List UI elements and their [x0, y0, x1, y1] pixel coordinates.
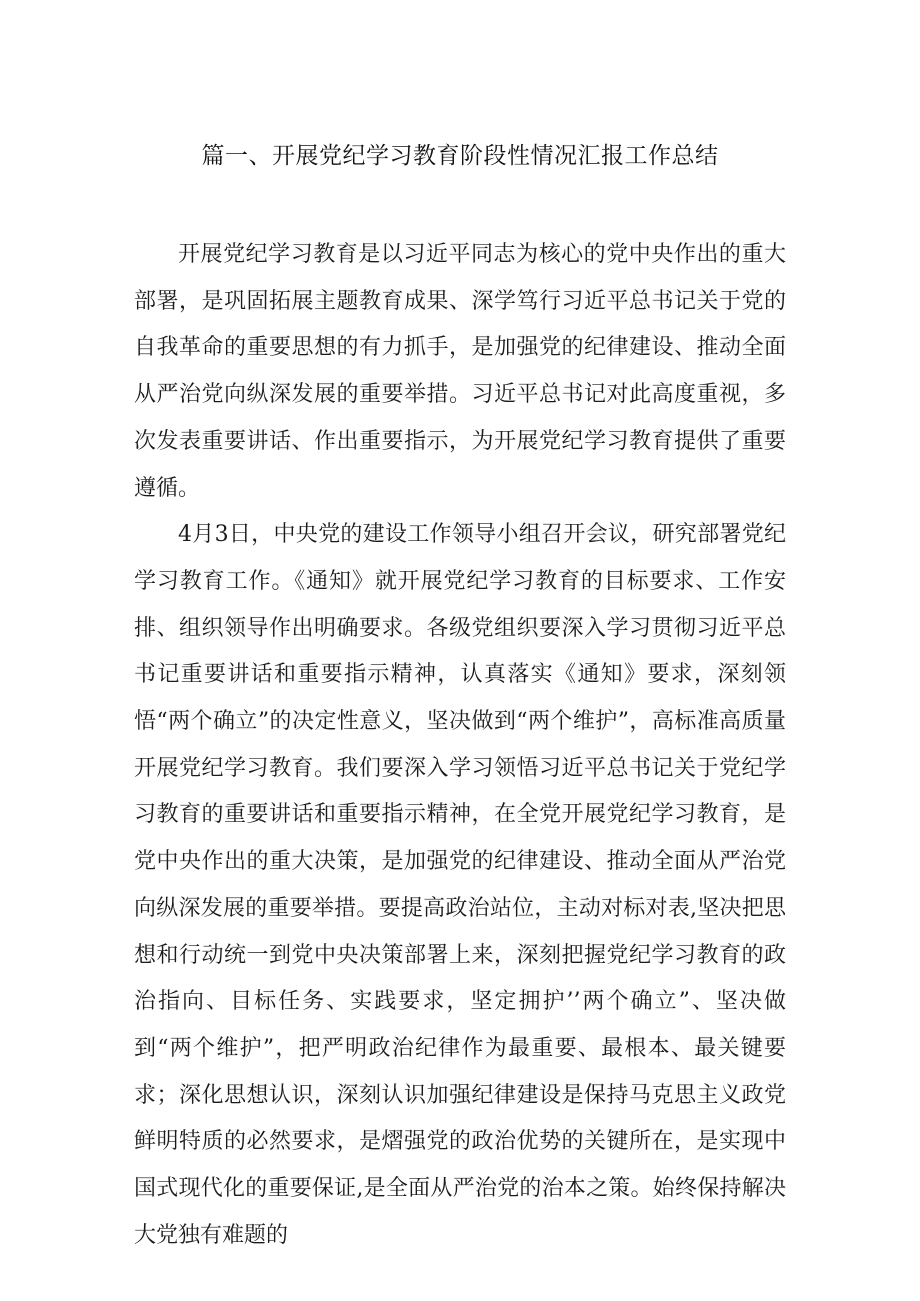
paragraph-1: 开展党纪学习教育是以习近平同志为核心的党中央作出的重大部署，是巩固拓展主题教育成果、深学笃行习近平总书记关于党的自我革命的重要思想的有力抓手，是加强党的纪律建设、推动全面从严治党向纵深发展的重要举措。习近平总书记对此高度重视，多次发表重要讲话、作出重要指示，为开展党纪学习教育提供了重要遵循。	[134, 242, 786, 501]
paragraph-2: 4月3日，中央党的建设工作领导小组召开会议，研究部署党纪学习教育工作。《通知》就开展党纪学习教育的目标要求、工作安排、组织领导作出明确要求。各级党组织要深入学习贯彻习近平总书记重要讲话和重要指示精神，认真落实《通知》要求，深刻领悟“两个确立”的决定性意义，坚决做到“两个维护”，高标准高质量开展党纪学习教育。我们要深入学习领悟习近平总书记关于党纪学习教育的重要讲话和重要指示精神，在全党开展党纪学习教育，是党中央作出的重大决策，是加强党的纪律建设、推动全面从严治党向纵深发展的重要举措。要提高政治站位，主动对标对表,坚决把思想和行动统一到党中央决策部署上来，深刻把握党纪学习教育的政治指向、目标任务、实践要求，坚定拥护’’两个确立”、坚决做到“两个维护”，把严明政治纪律作为最重要、最根本、最关键要求；深化思想认识，深刻认识加强纪律建设是保持马克思主义政党鲜明特质的必然要求，是熠强党的政治优势的关键所在，是实现中国式现代化的重要保证,是全面从严治党的治本之策。始终保持解决大党独有难题的	[134, 522, 786, 1248]
document-body	[134, 232, 786, 1259]
document-title: 篇一、开展党纪学习教育阶段性情况汇报工作总结	[201, 143, 719, 169]
